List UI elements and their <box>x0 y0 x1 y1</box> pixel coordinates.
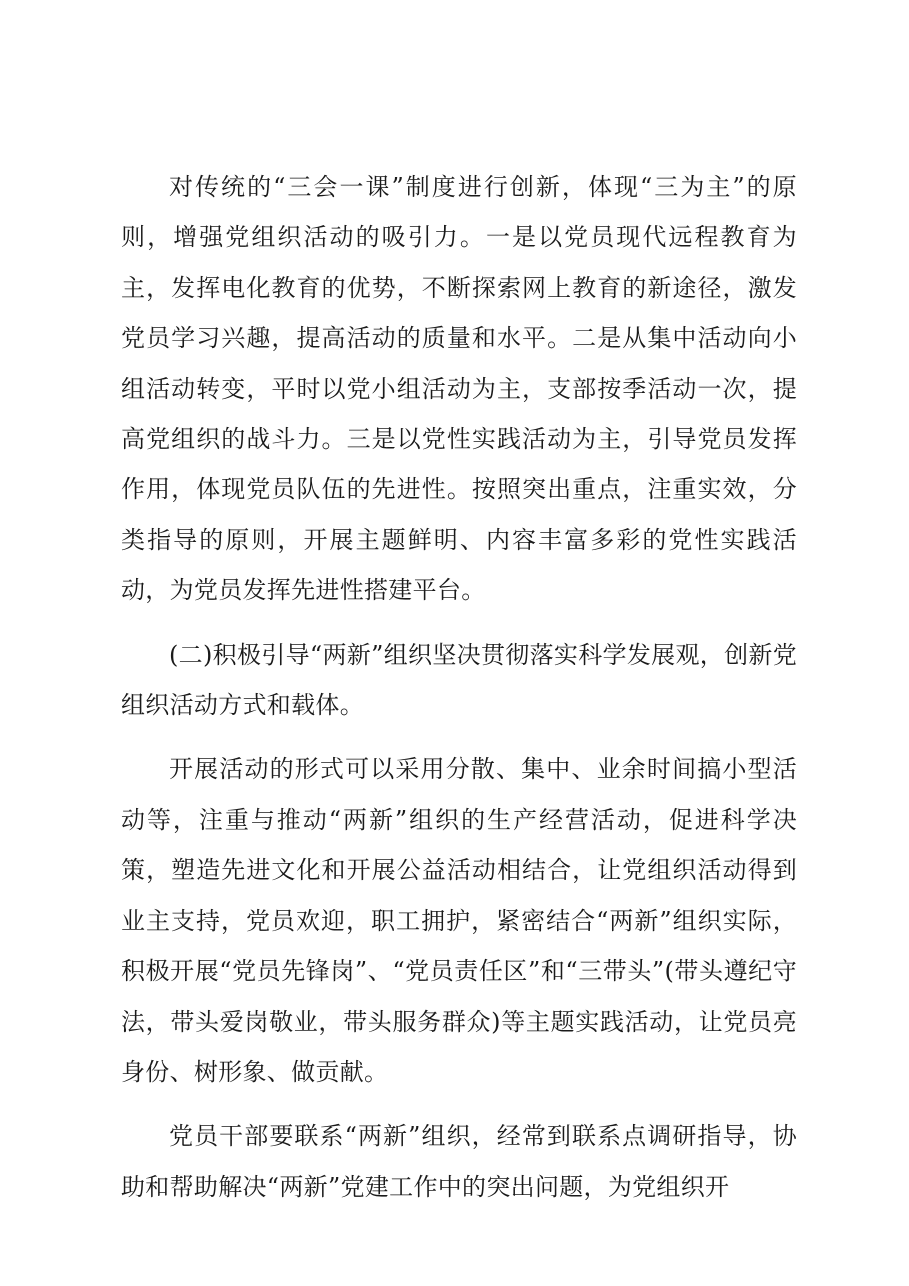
paragraph-cadre-contact: 党员干部要联系“两新”组织，经常到联系点调研指导，协助和帮助解决“两新”党建工作中的突出问题，为党组织开 <box>121 1122 797 1201</box>
document-body <box>121 162 797 1212</box>
paragraph-activity-forms: 开展活动的形式可以采用分散、集中、业余时间搞小型活动等，注重与推动“两新”组织的生产经营活动，促进科学决策，塑造先进文化和开展公益活动相结合，让党组织活动得到业主支持，党员欢迎，职工拥护，紧密结合“两新”组织实际，积极开展“党员先锋岗”、“党员责任区”和“三带头”(带头遵纪守法，带头爱岗敬业，带头服务群众)等主题实践活动，让党员亮身份、树形象、做贡献。 <box>121 755 797 1086</box>
paragraph-innovation-three-meetings: 对传统的“三会一课”制度进行创新，体现“三为主”的原则，增强党组织活动的吸引力。一是以党员现代远程教育为主，发挥电化教育的优势，不断探索网上教育的新途径，激发党员学习兴趣，提高活动的质量和水平。二是从集中活动向小组活动转变，平时以党小组活动为主，支部按季活动一次，提高党组织的战斗力。三是以党性实践活动为主，引导党员发挥作用，体现党员队伍的先进性。按照突出重点，注重实效，分类指导的原则，开展主题鲜明、内容丰富多彩的党性实践活动，为党员发挥先进性搭建平台。 <box>121 173 797 605</box>
paragraph-section-two-heading: (二)积极引导“两新”组织坚决贯彻落实科学发展观，创新党组织活动方式和载体。 <box>121 640 797 720</box>
